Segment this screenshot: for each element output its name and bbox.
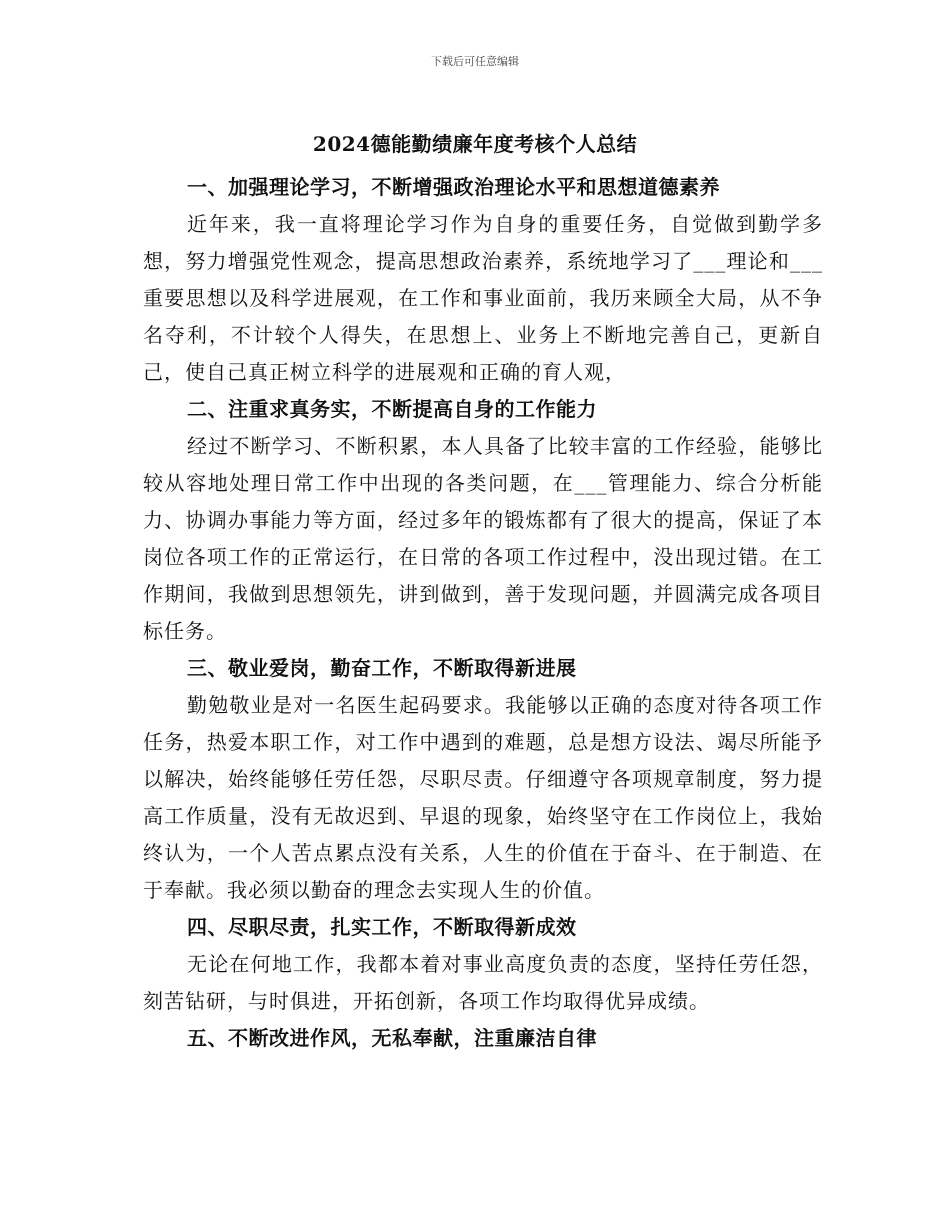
section-heading-2: 二、注重求真务实，不断提高自身的工作能力 [187, 397, 597, 421]
section-heading-1: 一、加强理论学习，不断增强政治理论水平和思想道德素养 [187, 175, 720, 199]
section-paragraph-4: 无论在何地工作，我都本着对事业高度负责的态度，坚持任劳任怨，刻苦钻研，与时俱进，开拓创新，各项工作均取得优异成绩。 [143, 952, 823, 1013]
section-paragraph-3: 勤勉敬业是对一名医生起码要求。我能够以正确的态度对待各项工作任务，热爱本职工作，对工作中遇到的难题，总是想方设法、竭尽所能予以解决，始终能够任劳任怨，尽职尽责。仔细遵守各项规章制度，努力提高工作质量，没有无故迟到、早退的现象，始终坚守在工作岗位上，我始终认为，一个人苦点累点没有关系，人生的价值在于奋斗、在于制造、在于奉献。我必须以勤奋的理念去实现人生的价值。 [143, 693, 823, 902]
document-title: 2024德能勤绩廉年度考核个人总结 [312, 132, 638, 156]
section-heading-5: 五、不断改进作风，无私奉献，注重廉洁自律 [187, 1026, 597, 1050]
section-heading-4: 四、尽职尽责，扎实工作，不断取得新成效 [187, 915, 577, 939]
section-paragraph-1: 近年来，我一直将理论学习作为自身的重要任务，自觉做到勤学多想，努力增强党性观念，提高思想政治素养，系统地学习了___理论和___重要思想以及科学进展观，在工作和事业面前，我历来顾全大局，从不争名夺利，不计较个人得失，在思想上、业务上不断地完善自己，更新自己，使自己真正树立科学的进展观和正确的育人观， [143, 212, 823, 384]
document-body [143, 169, 823, 1057]
section-paragraph-2: 经过不断学习、不断积累，本人具备了比较丰富的工作经验，能够比较从容地处理日常工作中出现的各类问题，在___管理能力、综合分析能力、协调办事能力等方面，经过多年的锻炼都有了很大的提高，保证了本岗位各项工作的正常运行，在日常的各项工作过程中，没出现过错。在工作期间，我做到思想领先，讲到做到，善于发现问题，并圆满完成各项目标任务。 [143, 434, 823, 643]
section-heading-3: 三、敬业爱岗，勤奋工作，不断取得新进展 [187, 656, 577, 680]
page-header: 下载后可任意编辑 [431, 55, 519, 68]
